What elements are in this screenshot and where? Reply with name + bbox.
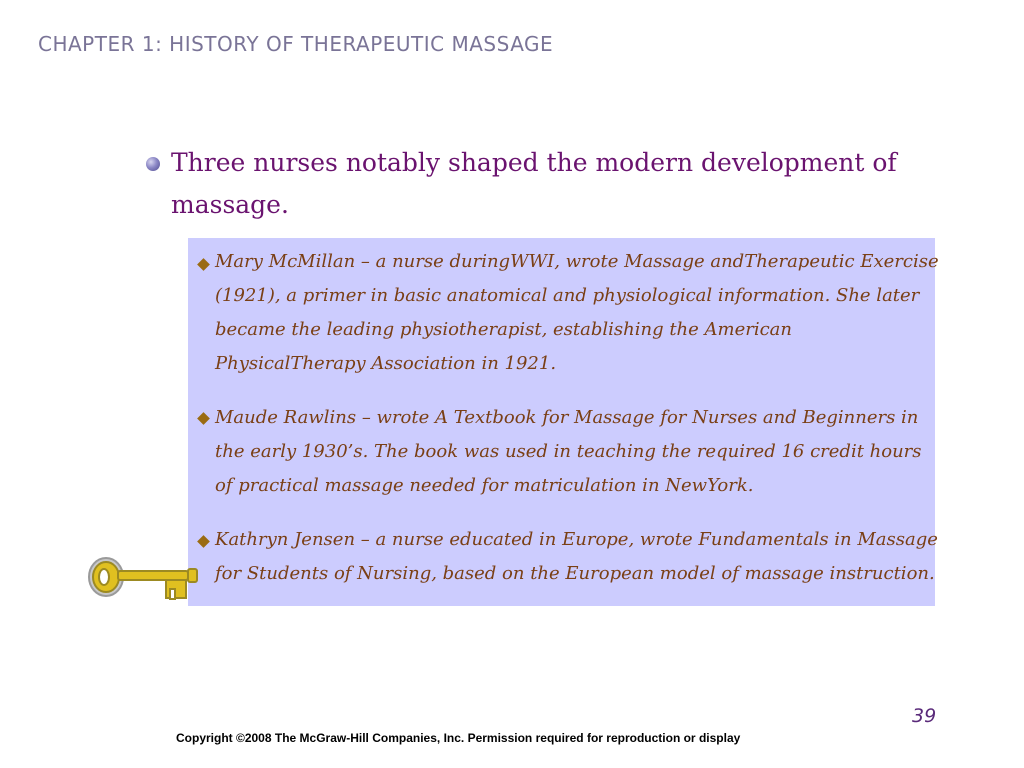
- nurses-panel: [188, 238, 939, 606]
- diamond-bullet-icon: [197, 412, 210, 425]
- copyright-notice: Copyright ©2008 The McGraw-Hill Companies, Inc. Permission required for reproduction or display: [176, 731, 741, 745]
- page-number: 39: [912, 705, 937, 727]
- sub-bullet-mcmillan: Mary McMillan – a nurse duringWWI, wrote Massage andTherapeutic Exercise (1921), a primer in basic anatomical and physiological information. She later became the leading physiotherapist, establishing the American PhysicalTherapy Association in 1921.: [215, 251, 939, 374]
- key-icon: [84, 553, 199, 605]
- main-bullet-text: Three nurses notably shaped the modern development of massage.: [171, 148, 897, 219]
- diamond-bullet-icon: [197, 535, 210, 548]
- diamond-bullet-icon: [197, 258, 210, 271]
- sub-bullet-rawlins: Maude Rawlins – wrote A Textbook for Massage for Nurses and Beginners in the early 1930’s. The book was used in teaching the required 16 credit hours of practical massage needed for matriculation in NewYork.: [215, 407, 922, 496]
- sub-bullet-jensen: Kathryn Jensen – a nurse educated in Europe, wrote Fundamentals in Massage for Students of Nursing, based on the European model of massage instruction.: [215, 529, 938, 584]
- main-bullet-icon: [146, 157, 160, 171]
- chapter-title: CHAPTER 1: HISTORY OF THERAPEUTIC MASSAGE: [38, 32, 554, 56]
